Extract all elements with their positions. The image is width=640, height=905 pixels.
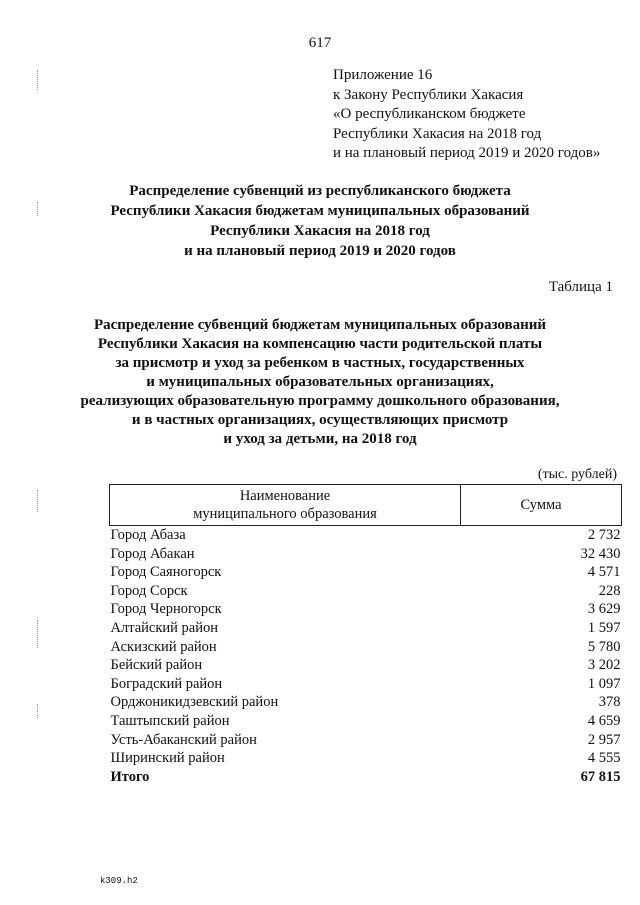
total-row bbox=[110, 768, 622, 787]
table-row bbox=[110, 675, 622, 694]
amount: 228 bbox=[598, 582, 621, 599]
page-number: 617 bbox=[308, 35, 332, 51]
table-row bbox=[110, 638, 622, 657]
appendix-line: «О республиканском бюджете bbox=[333, 106, 526, 122]
table-row bbox=[110, 582, 622, 601]
amount: 2 732 bbox=[587, 527, 621, 543]
unit-note: (тыс. рублей) bbox=[537, 467, 617, 482]
municipality-name: Аскизский район bbox=[110, 638, 217, 655]
subvention-table bbox=[109, 484, 622, 786]
amount: 3 629 bbox=[587, 601, 621, 618]
appendix-note bbox=[333, 66, 600, 164]
table-title-line: за присмотр и уход за ребенком в частных, государственных bbox=[115, 355, 525, 371]
table-header-row bbox=[110, 485, 622, 526]
table-row bbox=[110, 619, 622, 638]
header-name-line: Наименование bbox=[239, 488, 331, 504]
municipality-name: Бейский район bbox=[110, 657, 203, 674]
table-row bbox=[110, 563, 622, 582]
table-row bbox=[110, 731, 622, 750]
header-name-line: муниципального образования bbox=[193, 506, 377, 522]
main-title-line: Республики Хакасия бюджетам муниципальных образований bbox=[110, 203, 530, 219]
table-row bbox=[110, 712, 622, 731]
table-row bbox=[110, 526, 622, 545]
municipality-name: Усть-Абаканский район bbox=[110, 731, 257, 748]
table-title-line: и муниципальных образовательных организациях, bbox=[146, 374, 494, 390]
municipality-name: Город Абаза bbox=[110, 527, 186, 543]
table-label: Таблица 1 bbox=[548, 279, 613, 295]
municipality-name: Город Черногорск bbox=[110, 601, 222, 618]
main-title-line: Республики Хакасия на 2018 год bbox=[210, 223, 430, 239]
table-title-line: Республики Хакасия на компенсацию части родительской платы bbox=[97, 336, 543, 352]
amount: 5 780 bbox=[587, 638, 621, 655]
municipality-name: Город Абакан bbox=[110, 545, 195, 562]
punch-mark bbox=[37, 704, 38, 718]
amount: 32 430 bbox=[580, 545, 621, 562]
municipality-name: Боградский район bbox=[110, 675, 223, 692]
appendix-line: и на плановый период 2019 и 2020 годов» bbox=[333, 145, 601, 161]
table-row bbox=[110, 656, 622, 675]
table-title-line: реализующих образовательную программу дошкольного образования, bbox=[80, 393, 560, 409]
amount: 4 659 bbox=[587, 712, 621, 729]
municipality-name: Таштыпский район bbox=[110, 712, 230, 729]
amount: 2 957 bbox=[587, 731, 621, 748]
municipality-name: Город Сорск bbox=[110, 582, 188, 599]
punch-mark bbox=[37, 620, 38, 648]
header-sum: Сумма bbox=[461, 485, 622, 526]
amount: 378 bbox=[598, 694, 621, 711]
total-label: Итого bbox=[110, 768, 150, 785]
table-title bbox=[0, 316, 640, 449]
main-title bbox=[0, 181, 640, 261]
municipality-name: Алтайский район bbox=[110, 619, 218, 636]
main-title-line: и на плановый период 2019 и 2020 годов bbox=[184, 243, 456, 259]
municipality-name: Ширинский район bbox=[110, 750, 225, 767]
amount: 4 555 bbox=[587, 750, 621, 767]
table-title-line: и уход за детьми, на 2018 год bbox=[223, 431, 417, 447]
table-row bbox=[110, 749, 622, 768]
table-title-line: и в частных организациях, осуществляющих присмотр bbox=[131, 412, 509, 428]
total-amount: 67 815 bbox=[580, 768, 621, 785]
table-row bbox=[110, 600, 622, 619]
header-name bbox=[110, 485, 461, 526]
table-row bbox=[110, 693, 622, 712]
amount: 3 202 bbox=[587, 657, 621, 674]
appendix-line: Приложение 16 bbox=[333, 67, 433, 83]
municipality-name: Орджоникидзевский район bbox=[110, 694, 279, 711]
amount: 1 097 bbox=[587, 675, 621, 692]
municipality-name: Город Саяногорск bbox=[110, 564, 222, 581]
amount: 1 597 bbox=[587, 619, 621, 636]
punch-mark bbox=[37, 490, 38, 512]
table-title-line: Распределение субвенций бюджетам муниципальных образований bbox=[93, 317, 547, 333]
document-code: k309.h2 bbox=[100, 876, 138, 886]
appendix-line: Республики Хакасия на 2018 год bbox=[333, 125, 542, 142]
main-title-line: Распределение субвенций из республиканского бюджета bbox=[129, 183, 511, 199]
amount: 4 571 bbox=[587, 564, 621, 581]
table-row bbox=[110, 545, 622, 564]
punch-mark bbox=[37, 70, 38, 90]
appendix-line: к Закону Республики Хакасия bbox=[333, 86, 524, 103]
